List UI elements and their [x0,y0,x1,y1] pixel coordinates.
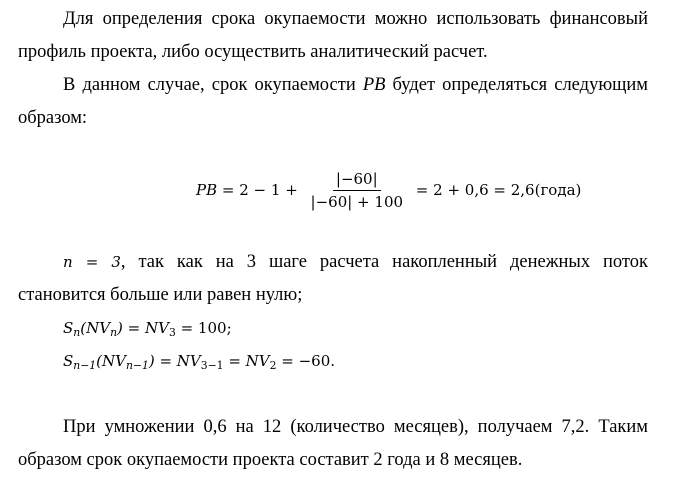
eq2-mid2-sub: 2 [269,359,277,373]
eq1-nv-sub: n [110,326,118,340]
paragraph-1-line-2: профиль проекта, либо осуществить аналитический расчет. [18,42,488,62]
paragraph-3-line-2: становится больше или равен нулю; [18,285,303,305]
formula-part-1: = 2 − 1 + [217,181,303,199]
eq2-nv: (NV [96,352,126,370]
eq2-mid: ) = NV [148,352,201,370]
paragraph-2-line-1 [63,74,648,96]
eq2-mid-sub: 3−1 [200,359,224,373]
paragraph-3-line-1 [63,251,648,273]
eq2-s-sub: n−1 [73,359,97,373]
fraction-denominator: |−60| + 100 [310,192,404,211]
eq2-s: S [63,352,74,370]
formula-rhs: = 2 + 0,6 = 2,6(года) [411,181,582,199]
eq1-mid-sub: 3 [168,326,176,340]
eq1-nv: (NV [80,319,111,337]
paragraph-2-text-b: будет определяться следующим [385,75,648,95]
paragraph-2-line-2: образом: [18,108,88,128]
equation-sn [63,317,232,339]
equation-sn-1 [63,350,335,372]
paragraph-4-line-1: При умножении 0,6 на 12 (количество месяцев), получаем 7,2. Таким [63,417,648,437]
paragraph-4-line-2: образом срок окупаемости проекта составит 2 года и 8 месяцев. [18,450,523,470]
formula-lhs: PB [196,181,218,199]
eq2-end: = −60. [276,352,336,370]
payback-formula [196,167,581,213]
eq1-s-sub: n [73,326,81,340]
paragraph-1-line-1: Для определения срока окупаемости можно использовать финансовый [63,9,648,29]
paragraph-3-math: n = 3 [63,253,121,271]
paragraph-2-var-pb: PB [362,75,386,95]
eq2-mid2: = NV [223,352,270,370]
eq1-end: = 100; [175,319,232,337]
paragraph-3-text: , так как на 3 шаге расчета накопленный денежных поток [120,252,648,272]
formula-fraction [308,170,407,211]
eq1-mid: ) = NV [117,319,169,337]
paragraph-2-text-a: В данном случае, срок окупаемости [63,75,363,95]
fraction-numerator: |−60| [333,170,381,191]
eq1-s: S [63,319,74,337]
eq2-nv-sub: n−1 [125,359,149,373]
